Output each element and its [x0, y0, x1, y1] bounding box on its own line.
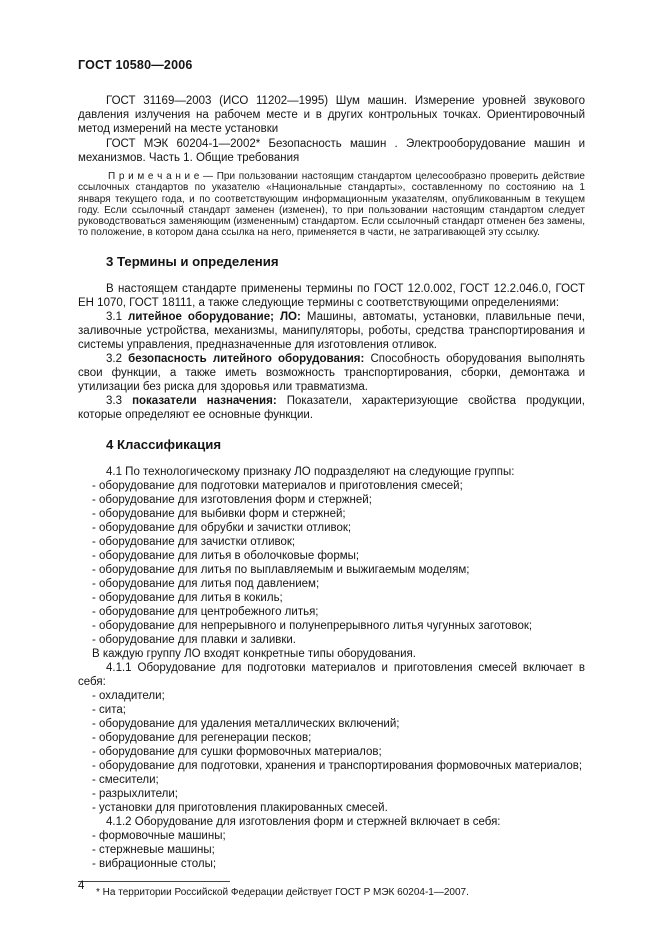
term-3-3-name: показатели назначения:: [132, 394, 277, 407]
list-item: - оборудование для непрерывного и полунепрерывного литья чугунных заготовок;: [92, 619, 533, 632]
page-number: 4: [78, 880, 85, 892]
list-item: - оборудование для обрубки и зачистки отливок;: [92, 521, 352, 534]
list-item: - оборудование для литья по выплавляемым и выжигаемым моделям;: [92, 563, 470, 576]
term-3-3-number: 3.3: [106, 394, 122, 407]
list-item: - оборудование для сушки формовочных материалов;: [92, 745, 382, 758]
list-item: - формовочные машины;: [92, 829, 226, 842]
note-block: П р и м е ч а н и е — При пользовании настоящим стандартом целесообразно проверить действие ссылочных стандартов по указателю «Национальные стандарты», составленному по состоянию на 1 января текущего года, и по соответствующим информационным указателям, опубликованным в текущем году. Если ссылочный стандарт заменен (изменен), то при пользовании настоящим стандартом следует руководствоваться заменяющим (измененным) стандартом. Если ссылочный стандарт отменен без замены, то положение, в котором дана ссылка на него, применяется в части, не затрагивающей эту ссылку.: [78, 171, 585, 239]
list-item: - установки для приготовления плакированных смесей.: [92, 801, 388, 814]
term-3-1-definition: Машины, автоматы, установки, плавильные печи, заливочные устройства, механизмы, манипуляторы, роботы, средства транспортирования и системы управления, предназначенные для изготовления отливок.: [78, 310, 585, 351]
list-item: - оборудование для удаления металлических включений;: [92, 717, 400, 730]
list-item: - стержневые машины;: [92, 843, 215, 856]
term-3-2-definition: Способность оборудования выполнять свои функции, а также иметь возможность транспортирования, сборки, демонтажа и утилизации без риска для здоровья или травматизма.: [78, 352, 585, 393]
reference-gost-31169: ГОСТ 31169—2003 (ИСО 11202—1995) Шум машин. Измерение уровней звукового давления излучения на рабочем месте и в других контрольных точках. Ориентировочный метод измерений на месте установки: [78, 95, 585, 135]
term-3-3-definition: Показатели, характеризующие свойства продукции, которые определяют ее основные функции.: [78, 394, 585, 421]
list-item: - оборудование для литья в кокиль;: [92, 591, 283, 604]
list-item: - смесители;: [92, 773, 159, 786]
term-3-1-number: 3.1: [106, 310, 122, 323]
footnote: * На территории Российской Федерации действует ГОСТ Р МЭК 60204-1—2007.: [96, 886, 469, 898]
term-3-1: [78, 310, 585, 352]
paragraph-4-1-2: 4.1.2 Оборудование для изготовления форм и стержней включает в себя:: [106, 815, 501, 828]
paragraph-after-groups: В каждую группу ЛО входят конкретные типы оборудования.: [92, 647, 416, 660]
list-item: - оборудование для зачистки отливок;: [92, 535, 296, 548]
list-item: - оборудование для подготовки материалов и приготовления смесей;: [92, 479, 463, 492]
term-3-3: [78, 394, 585, 422]
list-item: - оборудование для регенерации песков;: [92, 731, 312, 744]
list-item: - разрыхлители;: [92, 787, 178, 800]
list-item: - оборудование для центробежного литья;: [92, 605, 319, 618]
list-item: - оборудование для плавки и заливки.: [92, 633, 297, 646]
list-item: - оборудование для литья под давлением;: [92, 577, 320, 590]
list-item: - вибрационные столы;: [92, 857, 217, 870]
section-3-heading: 3 Термины и определения: [106, 253, 279, 269]
list-item: - сита;: [92, 703, 126, 716]
term-3-1-name: литейное оборудование; ЛО:: [128, 310, 301, 323]
paragraph-4-1-1: 4.1.1 Оборудование для подготовки материалов и приготовления смесей включает в себя:: [78, 661, 585, 688]
paragraph-4-1: 4.1 По технологическому признаку ЛО подразделяют на следующие группы:: [106, 465, 515, 478]
list-item: - оборудование для изготовления форм и стержней;: [92, 493, 372, 506]
reference-gost-mek-60204: ГОСТ МЭК 60204-1—2002* Безопасность машин . Электрооборудование машин и механизмов. Часть 1. Общие требования: [78, 138, 585, 164]
section-4-heading: 4 Классификация: [106, 436, 222, 452]
footnote-area: [78, 881, 585, 899]
term-3-2-name: безопасность литейного оборудования:: [128, 352, 365, 365]
footnote-divider: [78, 881, 230, 882]
section-3-intro: В настоящем стандарте применены термины по ГОСТ 12.0.002, ГОСТ 12.2.046.0, ГОСТ ЕН 1070, ГОСТ 18111, а также следующие термины с соответствующими определениями:: [78, 282, 585, 309]
term-3-2-number: 3.2: [106, 352, 122, 365]
list-item: - оборудование для подготовки, хранения и транспортирования формовочных материалов;: [92, 759, 583, 772]
list-item: - охладители;: [92, 689, 165, 702]
term-3-2: [78, 352, 585, 394]
document-header: ГОСТ 10580—2006: [78, 58, 193, 72]
list-item: - оборудование для литья в оболочковые формы;: [92, 549, 360, 562]
list-item: - оборудование для выбивки форм и стержней;: [92, 507, 346, 520]
